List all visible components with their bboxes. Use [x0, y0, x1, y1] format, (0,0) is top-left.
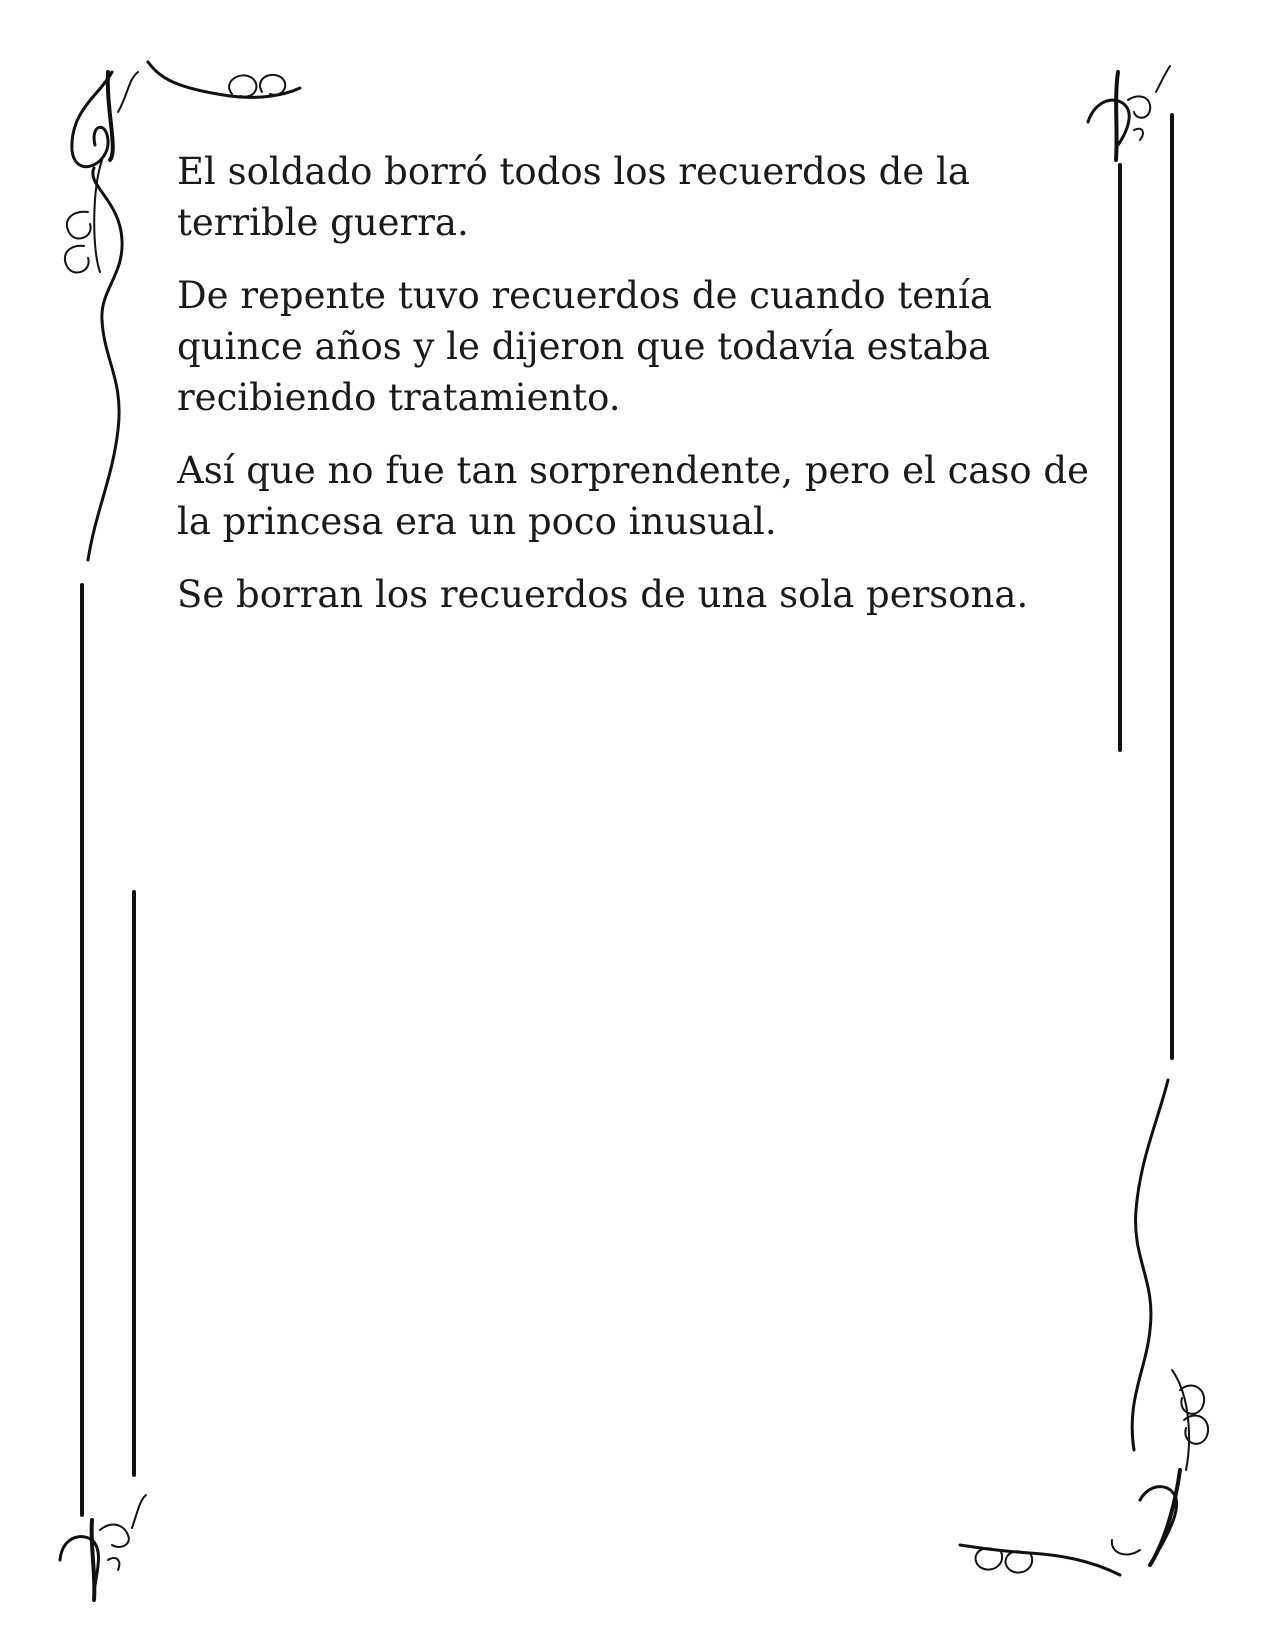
flourish-bottom-left — [60, 1495, 146, 1600]
body-text — [177, 146, 1117, 642]
paragraph-4: Se borran los recuerdos de una sola persona. — [177, 573, 1029, 616]
paragraph-1: El soldado borró todos los recuerdos de la terrible guerra. — [177, 150, 970, 244]
flourish-bottom-right — [960, 1080, 1208, 1575]
paragraph-2: De repente tuvo recuerdos de cuando tenía quince años y le dijeron que todavía estaba recibiendo tratamiento. — [177, 274, 992, 419]
paragraph-3: Así que no fue tan sorprendente, pero el caso de la princesa era un poco inusual. — [177, 449, 1089, 543]
